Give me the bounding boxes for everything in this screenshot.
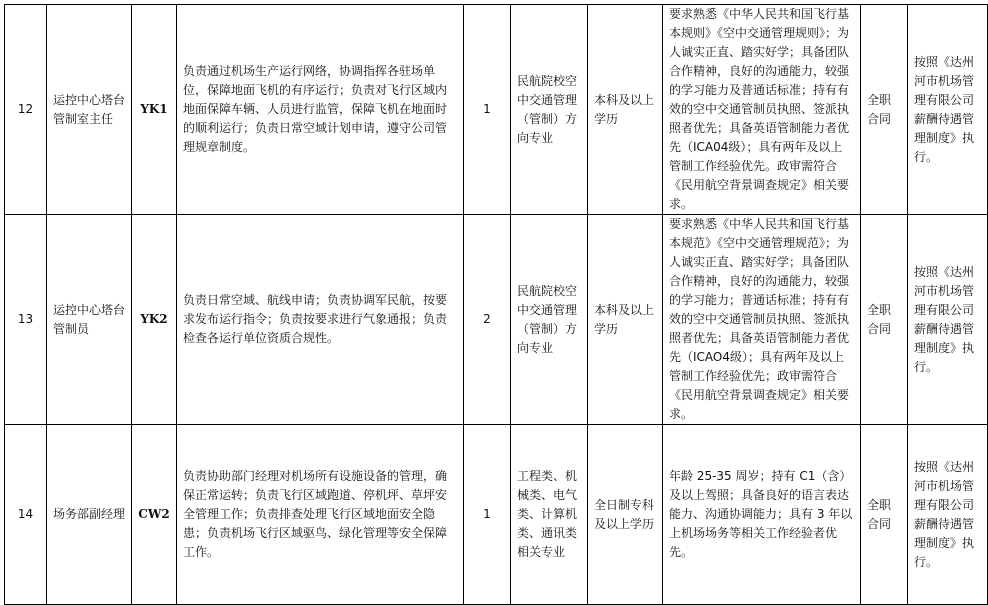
- education-requirement: 本科及以上学历: [588, 5, 663, 215]
- job-duties: 负责日常空域、航线申请；负责协调军民航，按要求发布运行指令；负责按要求进行气象通报；负责检查各运行单位资质合规性。: [177, 215, 464, 425]
- position-name: 运控中心塔台管制员: [47, 215, 132, 425]
- salary-policy: 按照《达州河市机场管理有限公司薪酬待遇管理制度》执行。: [908, 425, 988, 605]
- job-duties: 负责协助部门经理对机场所有设施设备的管理，确保正常运转；负责飞行区域跑道、停机坪、草坪安全管理工作；负责排查处理飞行区域地面安全隐患；负责机场飞行区域驱鸟、绿化管理等安全保障工作。: [177, 425, 464, 605]
- employment-type: 全职合同: [861, 425, 908, 605]
- hiring-count: 1: [464, 425, 511, 605]
- job-duties: 负责通过机场生产运行网络，协调指挥各驻场单位，保障地面飞机的有序运行；负责对飞行区域内地面保障车辆、人员进行监管，保障飞机在地面时的顺利运行；负责日常空域计划申请，遵守公司管理规章制度。: [177, 5, 464, 215]
- major-requirement: 工程类、机械类、电气类、计算机类、通讯类相关专业: [511, 425, 588, 605]
- position-code: YK1: [132, 5, 177, 215]
- major-requirement: 民航院校空中交通管理（管制）方向专业: [511, 215, 588, 425]
- other-requirements: 年龄 25-35 周岁；持有 C1（含）及以上驾照；具备良好的语言表达能力、沟通协调能力；具有 3 年以上机场场务等相关工作经验者优先。: [663, 425, 861, 605]
- position-name: 运控中心塔台管制室主任: [47, 5, 132, 215]
- education-requirement: 全日制专科及以上学历: [588, 425, 663, 605]
- salary-policy: 按照《达州河市机场管理有限公司薪酬待遇管理制度》执行。: [908, 5, 988, 215]
- row-number: 14: [5, 425, 47, 605]
- other-requirements: 要求熟悉《中华人民共和国飞行基本规范》《空中交通管理规范》；为人诚实正直、踏实好学；具备团队合作精神，良好的沟通能力，较强的学习能力；普通话标准；持有有效的空中交通管制员执照、签派执照者优先；具备英语管制能力者优先（ICAO4级）；具有两年及以上管制工作经验优先；政审需符合《民用航空背景调查规定》相关要求。: [663, 215, 861, 425]
- employment-type: 全职合同: [861, 215, 908, 425]
- row-number: 12: [5, 5, 47, 215]
- table-row: [5, 215, 988, 425]
- position-name: 场务部副经理: [47, 425, 132, 605]
- recruitment-table: [4, 4, 988, 605]
- education-requirement: 本科及以上学历: [588, 215, 663, 425]
- table-row: [5, 425, 988, 605]
- position-code: CW2: [132, 425, 177, 605]
- major-requirement: 民航院校空中交通管理（管制）方向专业: [511, 5, 588, 215]
- hiring-count: 2: [464, 215, 511, 425]
- hiring-count: 1: [464, 5, 511, 215]
- salary-policy: 按照《达州河市机场管理有限公司薪酬待遇管理制度》执行。: [908, 215, 988, 425]
- row-number: 13: [5, 215, 47, 425]
- table-row: [5, 5, 988, 215]
- employment-type: 全职合同: [861, 5, 908, 215]
- other-requirements: 要求熟悉《中华人民共和国飞行基本规则》《空中交通管理规则》；为人诚实正直、踏实好学；具备团队合作精神，良好的沟通能力，较强的学习能力及普通话标准；持有有效的空中交通管制员执照、签派执照者优先；具备英语管制能力者优先（ICA04级）；具有两年及以上管制工作经验优先。政审需符合《民用航空背景调查规定》相关要求。: [663, 5, 861, 215]
- position-code: YK2: [132, 215, 177, 425]
